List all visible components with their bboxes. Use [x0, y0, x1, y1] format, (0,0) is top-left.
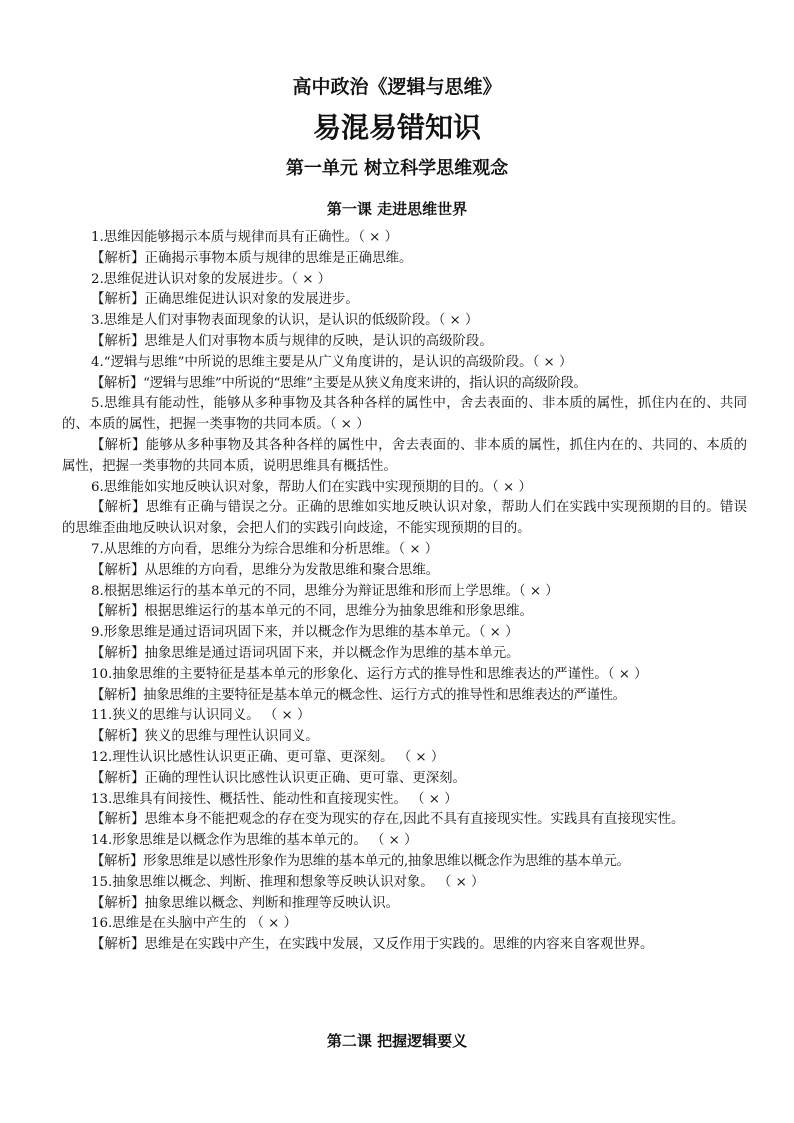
analysis-item: 【解析】抽象思维的主要特征是基本单元的概念性、运行方式的推导性和思维表达的严谨性。: [91, 687, 626, 703]
analysis-item: 【解析】正确的理性认识比感性认识更正确、更可靠、更深刻。: [91, 770, 466, 786]
question-item: 9.形象思维是通过语词巩固下来，并以概念作为思维的基本单元。（ × ）: [91, 625, 519, 641]
analysis-item: 【解析】正确思维促进认识对象的发展进步。: [91, 292, 359, 308]
lesson-2-heading: 第二课 把握逻辑要义: [326, 1032, 468, 1050]
analysis-item: 【解析】从思维的方向看，思维分为发散思维和聚合思维。: [91, 562, 440, 578]
analysis-item: 【解析】抽象思维以概念、判断和推理等反映认识。: [91, 895, 399, 911]
question-item: 12.理性认识比感性认识更正确、更可靠、更深刻。 （ × ）: [91, 749, 445, 765]
question-item: 8.根据思维运行的基本单元的不同，思维分为辩证思维和形而上学思维。（ × ）: [91, 583, 559, 599]
analysis-item: 【解析】根据思维运行的基本单元的不同，思维分为抽象思维和形象思维。: [91, 604, 533, 620]
analysis-item: 【解析】能够从多种事物及其各种各样的属性中，舍去表面的、非本质的属性，抓住内在的、共同的、本质的属性，把握一类事物的共同本质，说明思维具有概括性。: [62, 437, 747, 474]
question-item: 16.思维是在头脑中产生的 （ × ）: [91, 916, 297, 932]
question-item: 3.思维是人们对事物表面现象的认识，是认识的低级阶段。（ × ）: [91, 313, 479, 329]
document-title: 高中政治《逻辑与思维》: [292, 76, 502, 98]
analysis-item: 【解析】思维是在实践中产生，在实践中发展，又反作用于实践的。思维的内容来自客观世界。: [91, 937, 654, 953]
question-item: 5.思维具有能动性，能够从多种事物及其各种各样的属性中，舍去表面的、非本质的属性，抓住内在的、共同的、本质的属性，把握一类事物的共同本质。（ × ）: [62, 396, 747, 433]
question-item: 6.思维能如实地反映认识对象，帮助人们在实践中实现预期的目的。（ × ）: [91, 479, 532, 495]
lesson-1-heading: 第一课 走进思维世界: [326, 200, 468, 218]
analysis-item: 【解析】抽象思维是通过语词巩固下来，并以概念作为思维的基本单元。: [91, 645, 520, 661]
analysis-item: 【解析】狭义的思维与理性认识同义。: [91, 729, 319, 745]
question-item: 10.抽象思维的主要特征是基本单元的形象化、运行方式的推导性和思维表达的严谨性。（ × ）: [91, 666, 648, 682]
question-list: [62, 228, 747, 956]
analysis-item: 【解析】形象思维是以感性形象作为思维的基本单元的,抽象思维以概念作为思维的基本单元。: [91, 853, 630, 869]
question-item: 15.抽象思维以概念、判断、推理和想象等反映认识对象。 （ × ）: [91, 874, 485, 890]
analysis-item: 【解析】思维本身不能把观念的存在变为现实的存在,因此不具有直接现实性。实践具有直接现实性。: [91, 812, 685, 828]
document-subtitle: 易混易错知识: [312, 111, 481, 144]
analysis-item: 【解析】正确揭示事物本质与规律的思维是正确思维。: [91, 250, 413, 266]
question-item: 2.思维促进认识对象的发展进步。（ × ）: [91, 271, 332, 287]
analysis-item: 【解析】思维有正确与错误之分。正确的思维如实地反映认识对象，帮助人们在实践中实现预期的目的。错误的思维歪曲地反映认识对象，会把人们的实践引向歧途，不能实现预期的目的。: [62, 500, 747, 537]
analysis-item: 【解析】思维是人们对事物本质与规律的反映，是认识的高级阶段。: [91, 333, 493, 349]
question-item: 4.“逻辑与思维”中所说的思维主要是从广义角度讲的，是认识的高级阶段。（ × ）: [91, 354, 573, 370]
question-item: 14.形象思维是以概念作为思维的基本单元的。 （ × ）: [91, 833, 418, 849]
question-item: 1.思维因能够揭示本质与规律而具有正确性。（ × ）: [91, 230, 399, 245]
analysis-item: 【解析】“逻辑与思维”中所说的“思维”主要是从狭义角度来讲的，指认识的高级阶段。: [91, 375, 587, 391]
unit-heading: 第一单元 树立科学思维观念: [285, 158, 509, 179]
question-item: 13.思维具有间接性、概括性、能动性和直接现实性。 （ × ）: [91, 791, 458, 807]
question-item: 11.狭义的思维与认识同义。 （ × ）: [91, 708, 311, 724]
question-item: 7.从思维的方向看，思维分为综合思维和分析思维。（ × ）: [91, 541, 439, 557]
